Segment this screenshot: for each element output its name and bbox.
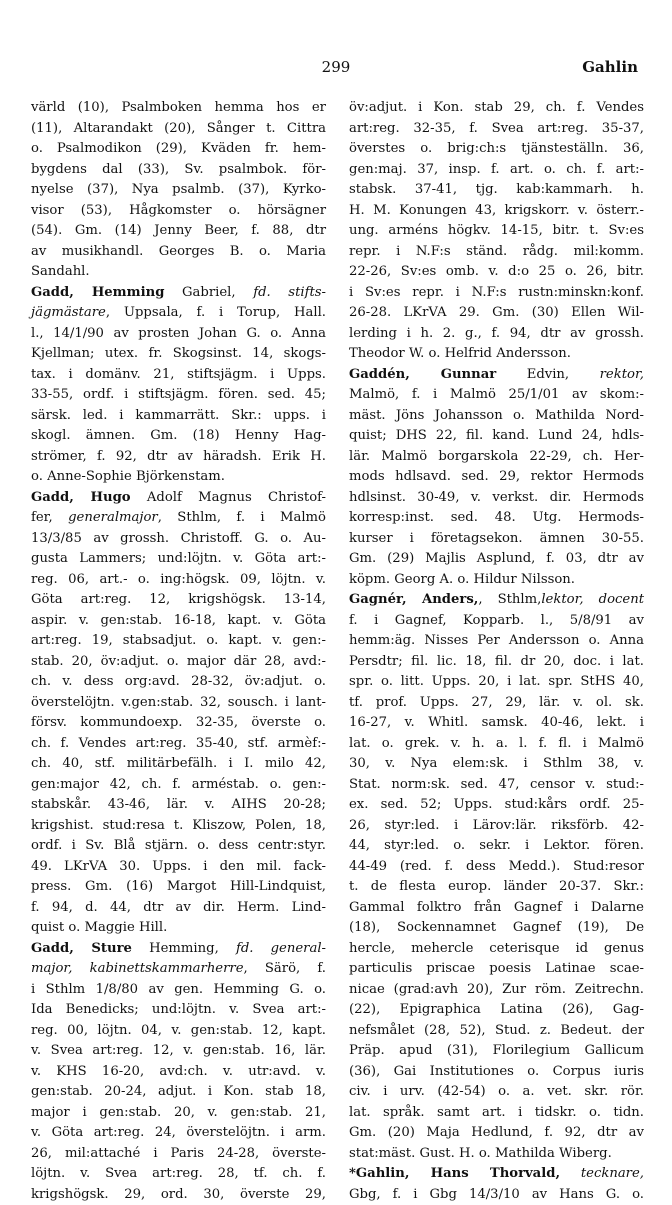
entry-text: f. 94, d. 44, dtr av dir. Herm. Lind- [31, 900, 326, 915]
text-line [31, 1144, 326, 1165]
running-head: Gahlin [582, 58, 638, 76]
text-line [31, 1041, 326, 1062]
text-line [31, 1164, 326, 1185]
text-line [31, 1021, 326, 1042]
text-line [31, 713, 326, 734]
text-line [31, 529, 326, 550]
entry-text: 16-27, v. Whitl. samsk. 40-46, lekt. i [349, 715, 644, 730]
entry-text: v. KHS 16-20, avd:ch. v. utr:avd. v. [31, 1064, 326, 1079]
text-line [31, 611, 326, 632]
entry-text: korresp:inst. sed. 48. Utg. Hermods- [349, 510, 644, 525]
entry-text: ch. 40, stf. militärbefälh. i I. milo 42, [31, 756, 326, 771]
entry-text: art:reg. 32-35, f. Svea art:reg. 35-37, [349, 121, 644, 136]
entry-text: gen:maj. 37, insp. f. art. o. ch. f. art:- [349, 162, 644, 177]
text-line [349, 1000, 644, 1021]
entry-text: fer, [31, 510, 68, 525]
text-line [349, 221, 644, 242]
text-line [349, 180, 644, 201]
text-line [31, 160, 326, 181]
entry-text: nefsmålet (28, 52), Stud. z. Bedeut. der [349, 1023, 644, 1038]
entry-text: spr. o. litt. Upps. 20, i lat. spr. StHS 40, [349, 674, 644, 689]
entry-text: överstes o. brig:ch:s tjänsteställn. 36, [349, 141, 644, 156]
text-line [349, 242, 644, 263]
entry-text: mods hdlsavd. sed. 29, rektor Hermods [349, 469, 644, 484]
text-line [349, 549, 644, 570]
text-line [31, 1000, 326, 1021]
text-line [349, 590, 644, 611]
text-line [349, 508, 644, 529]
entry-text: H. M. Konungen 43, krigskorr. v. österr.- [349, 203, 644, 218]
text-line [349, 201, 644, 222]
text-line [31, 508, 326, 529]
title-italic: fd. general- [236, 941, 326, 956]
entry-text: Präp. apud (31), Florilegium Gallicum [349, 1043, 644, 1058]
text-line [349, 652, 644, 673]
text-line [31, 1082, 326, 1103]
text-line [31, 877, 326, 898]
headword: *Gahlin, Hans Thorvald, [349, 1166, 560, 1181]
text-line [31, 221, 326, 242]
entry-text: v. Svea art:reg. 12, v. gen:stab. 16, lär. [31, 1043, 326, 1058]
text-line [349, 1185, 644, 1205]
title-italic: fd. stifts- [253, 285, 326, 300]
entry-text: 33-55, ordf. i stiftsjägm. fören. sed. 45; [31, 387, 326, 402]
entry-text: Hemming, [132, 941, 236, 956]
entry-text: o. Psalmodikon (29), Kväden fr. hem- [31, 141, 326, 156]
entry-text: major i gen:stab. 20, v. gen:stab. 21, [31, 1105, 326, 1120]
text-line [349, 918, 644, 939]
entry-text: (54). Gm. (14) Jenny Beer, f. 88, dtr [31, 223, 326, 238]
entry-text: , Särö, f. [244, 961, 326, 976]
text-line [349, 1123, 644, 1144]
text-line [31, 1123, 326, 1144]
entry-text: t. de flesta europ. länder 20-37. Skr.: [349, 879, 644, 894]
text-line [349, 365, 644, 386]
entry-text: 44-49 (red. f. dess Medd.). Stud:resor [349, 859, 644, 874]
text-line [349, 1021, 644, 1042]
entry-text: aspir. v. gen:stab. 16-18, kapt. v. Göta [31, 613, 326, 628]
entry-text: Sandahl. [31, 264, 90, 279]
entry-text: lat. språk. samt art. i tidskr. o. tidn. [349, 1105, 644, 1120]
entry-text: kurser i företagsekon. ämnen 30-55. [349, 531, 644, 546]
entry-text: quist; DHS 22, fil. kand. Lund 24, hdls- [349, 428, 644, 443]
entry-text: o. Anne-Sophie Björkenstam. [31, 469, 225, 484]
headword: Gadd, Sture [31, 941, 132, 956]
entry-text: gen:stab. 20-24, adjut. i Kon. stab 18, [31, 1084, 326, 1099]
text-line [349, 734, 644, 755]
text-line [31, 857, 326, 878]
text-line [349, 467, 644, 488]
entry-text: Persdtr; fil. lic. 18, fil. dr 20, doc. i lat. [349, 654, 644, 669]
entry-text: stab. 20, öv:adjut. o. major där 28, avd:- [31, 654, 326, 669]
entry-text: ch. v. dess org:avd. 28-32, öv:adjut. o. [31, 674, 326, 689]
text-line [349, 529, 644, 550]
entry-text: 49. LKrVA 30. Upps. i den mil. fack- [31, 859, 326, 874]
text-line [349, 324, 644, 345]
text-line [31, 303, 326, 324]
text-line [31, 139, 326, 160]
text-line [349, 283, 644, 304]
entry-text: Adolf Magnus Christof- [131, 490, 326, 505]
title-italic: jägmästare [31, 305, 106, 320]
text-line [349, 160, 644, 181]
entry-text: visor (53), Hågkomster o. hörsägner [31, 203, 326, 218]
text-line [349, 713, 644, 734]
entry-text: Gm. (20) Maja Hedlund, f. 92, dtr av [349, 1125, 644, 1140]
title-italic: tecknare, [560, 1166, 644, 1181]
text-line [349, 836, 644, 857]
entry-text: stabsk. 37-41, tjg. kab:kammarh. h. [349, 182, 644, 197]
text-line [349, 877, 644, 898]
headword: Gadd, Hugo [31, 490, 131, 505]
entry-text: hdlsinst. 30-49, v. verkst. dir. Hermods [349, 490, 644, 505]
entry-text: ung. arméns högkv. 14-15, bitr. t. Sv:es [349, 223, 644, 238]
text-line [31, 1062, 326, 1083]
text-line [31, 365, 326, 386]
text-line [31, 426, 326, 447]
entry-text: strömer, f. 92, dtr av häradsh. Erik H. [31, 449, 326, 464]
right-column [349, 98, 644, 1205]
entry-text: (36), Gai Institutiones o. Corpus iuris [349, 1064, 644, 1079]
entry-text: av musikhandl. Georges B. o. Maria [31, 244, 326, 259]
entry-text: försv. kommundoexp. 32-35, överste o. [31, 715, 326, 730]
text-line [31, 447, 326, 468]
text-line [349, 1164, 644, 1185]
entry-text: i Sthlm 1/8/80 av gen. Hemming G. o. [31, 982, 326, 997]
text-line [349, 631, 644, 652]
entry-text: ordf. i Sv. Blå stjärn. o. dess centr:styr. [31, 838, 326, 853]
entry-text: Kjellman; utex. fr. Skogsinst. 14, skogs- [31, 346, 326, 361]
entry-text: Theodor W. o. Helfrid Andersson. [349, 346, 571, 361]
entry-text: skogl. ämnen. Gm. (18) Henny Hag- [31, 428, 326, 443]
text-line [349, 1062, 644, 1083]
entry-text: värld (10), Psalmboken hemma hos er [31, 100, 326, 115]
text-line [31, 283, 326, 304]
entry-text: 26, styr:led. i Lärov:lär. riksförb. 42- [349, 818, 644, 833]
entry-text: krigshögsk. 29, ord. 30, överste 29, [31, 1187, 326, 1202]
entry-text: civ. i urv. (42-54) o. a. vet. skr. rör. [349, 1084, 644, 1099]
text-line [349, 1041, 644, 1062]
entry-text: v. Göta art:reg. 24, överstelöjtn. i arm. [31, 1125, 326, 1140]
text-line [349, 447, 644, 468]
text-line [349, 816, 644, 837]
title-italic: major, kabinettskammarherre [31, 961, 244, 976]
text-line [31, 262, 326, 283]
entry-text: reg. 00, löjtn. 04, v. gen:stab. 12, kapt. [31, 1023, 326, 1038]
text-line [31, 631, 326, 652]
text-line [349, 570, 644, 591]
text-line [31, 775, 326, 796]
entry-text: (11), Altarandakt (20), Sånger t. Cittra [31, 121, 326, 136]
entry-text: nyelse (37), Nya psalmb. (37), Kyrko- [31, 182, 326, 197]
text-line [31, 816, 326, 837]
text-line [31, 98, 326, 119]
entry-text: Gbg, f. i Gbg 14/3/10 av Hans G. o. [349, 1187, 644, 1202]
text-line [349, 426, 644, 447]
text-line [349, 344, 644, 365]
headword: Gaddén, Gunnar [349, 367, 496, 382]
entry-text: , Sthlm, f. i Malmö [158, 510, 326, 525]
text-line [349, 693, 644, 714]
page-number: 299 [0, 58, 672, 76]
text-line [31, 201, 326, 222]
entry-text: köpm. Georg A. o. Hildur Nilsson. [349, 572, 575, 587]
entry-text: 44, styr:led. o. sekr. i Lektor. fören. [349, 838, 644, 853]
entry-text: krigshist. stud:resa t. Kliszow, Polen, 18, [31, 818, 326, 833]
entry-text: gusta Lammers; und:löjtn. v. Göta art:- [31, 551, 326, 566]
entry-text: gen:major 42, ch. f. arméstab. o. gen:- [31, 777, 326, 792]
text-line [31, 795, 326, 816]
text-line [349, 672, 644, 693]
title-italic: generalmajor [68, 510, 158, 525]
text-line [31, 119, 326, 140]
text-line [31, 1103, 326, 1124]
text-line [349, 139, 644, 160]
text-line [31, 488, 326, 509]
entry-text: Gm. (29) Majlis Asplund, f. 03, dtr av [349, 551, 644, 566]
text-line [31, 180, 326, 201]
text-line [31, 754, 326, 775]
text-line [31, 836, 326, 857]
text-line [349, 1144, 644, 1165]
entry-text: överstelöjtn. v.gen:stab. 32, sousch. i lant- [31, 695, 326, 710]
title-italic: rektor, [600, 367, 644, 382]
text-line [31, 918, 326, 939]
entry-text: ex. sed. 52; Upps. stud:kårs ordf. 25- [349, 797, 644, 812]
text-line [31, 385, 326, 406]
text-line [349, 939, 644, 960]
entry-text: stabskår. 43-46, lär. v. AIHS 20-28; [31, 797, 326, 812]
text-line [349, 857, 644, 878]
entry-text: Gammal folktro från Gagnef i Dalarne [349, 900, 644, 915]
text-line [31, 549, 326, 570]
entry-text: reg. 06, art.- o. ing:högsk. 09, löjtn. v. [31, 572, 326, 587]
entry-text: art:reg. 19, stabsadjut. o. kapt. v. gen:- [31, 633, 326, 648]
entry-text: hemm:äg. Nisses Per Andersson o. Anna [349, 633, 644, 648]
entry-text: löjtn. v. Svea art:reg. 28, tf. ch. f. [31, 1166, 326, 1181]
text-line [349, 385, 644, 406]
text-line [349, 262, 644, 283]
entry-text: (22), Epigraphica Latina (26), Gag- [349, 1002, 644, 1017]
title-italic: lektor, docent [541, 592, 644, 607]
text-line [349, 795, 644, 816]
entry-text: Edvin, [496, 367, 599, 382]
entry-text: stat:mäst. Gust. H. o. Mathilda Wiberg. [349, 1146, 612, 1161]
text-line [31, 980, 326, 1001]
text-line [349, 754, 644, 775]
headword: Gadd, Hemming [31, 285, 164, 300]
text-line [31, 652, 326, 673]
entry-text: lat. o. grek. v. h. a. l. f. fl. i Malmö [349, 736, 644, 751]
entry-text: mäst. Jöns Johansson o. Mathilda Nord- [349, 408, 644, 423]
entry-text: tf. prof. Upps. 27, 29, lär. v. ol. sk. [349, 695, 644, 710]
left-column [31, 98, 326, 1205]
entry-text: , Uppsala, f. i Torup, Hall. [106, 305, 326, 320]
text-line [349, 488, 644, 509]
text-line [349, 303, 644, 324]
entry-text: 13/3/85 av grossh. Christoff. G. o. Au- [31, 531, 326, 546]
entry-text: Göta art:reg. 12, krigshögsk. 13-14, [31, 592, 326, 607]
text-line [31, 467, 326, 488]
entry-text: 30, v. Nya elem:sk. i Sthlm 38, v. [349, 756, 644, 771]
text-line [31, 242, 326, 263]
entry-text: l., 14/1/90 av prosten Johan G. o. Anna [31, 326, 326, 341]
entry-text: i Sv:es repr. i N.F:s rustn:minskn:konf. [349, 285, 644, 300]
text-line [31, 939, 326, 960]
text-line [349, 1082, 644, 1103]
entry-text: 22-26, Sv:es omb. v. d:o 25 o. 26, bitr. [349, 264, 644, 279]
entry-text: ch. f. Vendes art:reg. 35-40, stf. armèf:- [31, 736, 326, 751]
text-line [31, 959, 326, 980]
entry-text: bygdens dal (33), Sv. psalmbok. för- [31, 162, 326, 177]
entry-text: Ida Benedicks; und:löjtn. v. Svea art:- [31, 1002, 326, 1017]
entry-text: quist o. Maggie Hill. [31, 920, 167, 935]
entry-text: Malmö, f. i Malmö 25/1/01 av skom:- [349, 387, 644, 402]
entry-text: särsk. led. i kammarrätt. Skr.: upps. i [31, 408, 326, 423]
text-line [31, 672, 326, 693]
text-line [31, 734, 326, 755]
entry-text: 26, mil:attaché i Paris 24-28, överste- [31, 1146, 326, 1161]
text-line [349, 1103, 644, 1124]
text-line [31, 1185, 326, 1205]
text-line [31, 324, 326, 345]
entry-text: press. Gm. (16) Margot Hill-Lindquist, [31, 879, 326, 894]
entry-text: 26-28. LKrVA 29. Gm. (30) Ellen Wil- [349, 305, 644, 320]
entry-text: f. i Gagnef, Kopparb. l., 5/8/91 av [349, 613, 644, 628]
text-line [31, 570, 326, 591]
entry-text: Stat. norm:sk. sed. 47, censor v. stud:- [349, 777, 644, 792]
entry-text: Gabriel, [164, 285, 253, 300]
text-line [31, 693, 326, 714]
text-line [349, 959, 644, 980]
text-line [31, 406, 326, 427]
text-line [349, 406, 644, 427]
text-line [349, 611, 644, 632]
text-line [349, 898, 644, 919]
text-line [349, 119, 644, 140]
entry-text: repr. i N.F:s ständ. rådg. mil:komm. [349, 244, 644, 259]
entry-text: tax. i domänv. 21, stiftsjägm. i Upps. [31, 367, 326, 382]
text-line [31, 898, 326, 919]
text-line [349, 98, 644, 119]
headword: Gagnér, Anders, [349, 592, 478, 607]
entry-text: particulis priscae poesis Latinae scae- [349, 961, 644, 976]
entry-text: lerding i h. 2. g., f. 94, dtr av grossh. [349, 326, 644, 341]
entry-text: nicae (grad:avh 20), Zur röm. Zeitrechn. [349, 982, 644, 997]
entry-text: (18), Sockennamnet Gagnef (19), De [349, 920, 644, 935]
entry-text: lär. Malmö borgarskola 22-29, ch. Her- [349, 449, 644, 464]
entry-text: öv:adjut. i Kon. stab 29, ch. f. Vendes [349, 100, 644, 115]
entry-text: hercle, mehercle ceterisque id genus [349, 941, 644, 956]
entry-text: , Sthlm, [478, 592, 541, 607]
text-line [349, 775, 644, 796]
text-line [349, 980, 644, 1001]
text-line [31, 344, 326, 365]
text-line [31, 590, 326, 611]
